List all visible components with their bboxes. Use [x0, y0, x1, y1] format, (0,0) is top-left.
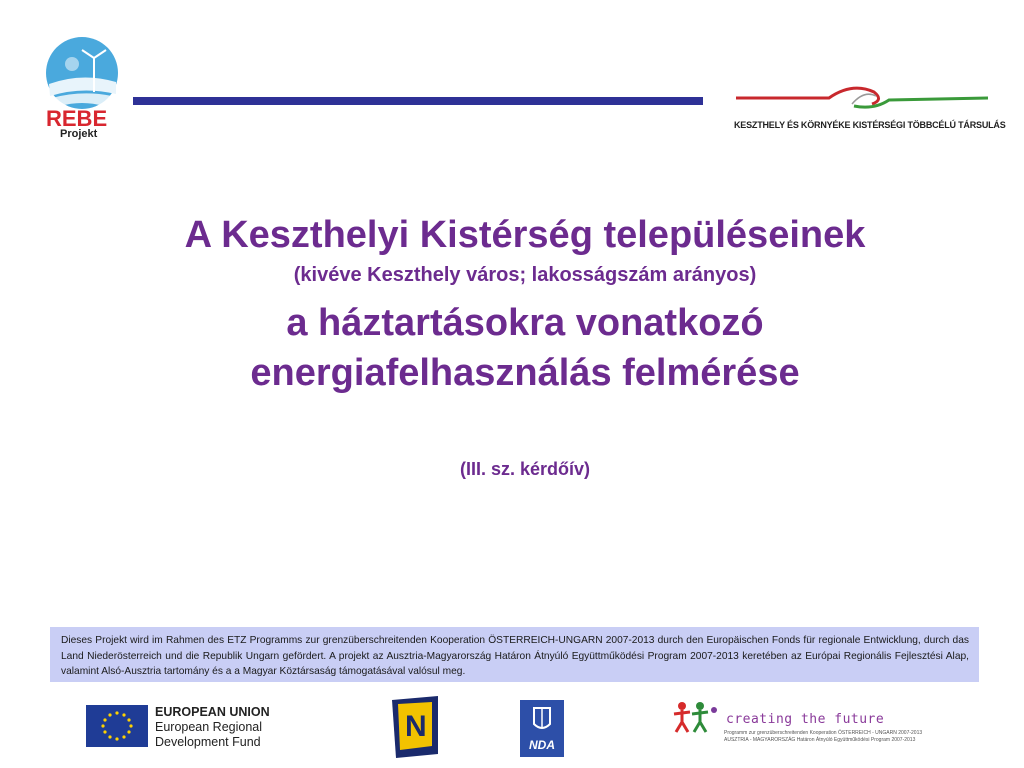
title-line-4: energiafelhasználás felmérése: [250, 352, 800, 394]
niederoesterreich-logo: [388, 696, 442, 758]
nda-logo-text: NDA: [529, 738, 555, 752]
creating-the-future-subtext: [724, 730, 922, 744]
rebe-logo-text: REBE: [46, 106, 108, 131]
eu-line-3: Development Fund: [155, 735, 261, 749]
eu-flag-icon: [86, 705, 148, 747]
ctf-sub-line-2: AUSZTRIA - MAGYARORSZÁG Határon Átnyúló Együttműködési Program 2007-2013: [724, 737, 916, 743]
eu-logo-text: [155, 705, 270, 750]
funding-info-box: Dieses Projekt wird im Rahmen des ETZ Programms zur grenzüberschreitenden Kooperation ÖSTERREICH-UNGARN 2007-2013 durch den Europäischen Fonds für regionale Entwicklung, durch das Land Niederösterreich und die Republik Ungarn gefördert. A projekt az Ausztria-Magyarország Határon Átnyúló Együttműködési Program 2007-2013 keretében az Európai Regionális Fejlesztési Alap, valamint Alsó-Ausztria tartomány és a a Magyar Köztársaság támogatásával valósul meg.: [50, 627, 979, 682]
rebe-logo-subtitle: Projekt: [60, 128, 98, 140]
keszthely-logo: [734, 80, 990, 120]
title-line-5: (III. sz. kérdőív): [459, 459, 591, 479]
title-line-1: A Keszthelyi Kistérség településeinek: [184, 214, 866, 256]
ctf-sub-line-1: Programm zur grenzüberschreitenden Kooperation ÖSTERREICH - UNGARN 2007-2013: [724, 730, 923, 736]
eu-line-2: European Regional: [155, 720, 263, 734]
header-rule: [133, 97, 703, 105]
noe-logo-letter: N: [405, 710, 427, 743]
creating-the-future-icon: [672, 700, 722, 736]
title-line-3: a háztartásokra vonatkozó: [286, 302, 764, 344]
title-line-2: (kivéve Keszthely város; lakosságszám arányos): [293, 264, 757, 286]
creating-the-future-text: creating the future: [726, 712, 885, 727]
eu-line-1: EUROPEAN UNION: [155, 705, 270, 719]
keszthely-logo-caption: KESZTHELY ÉS KÖRNYÉKE KISTÉRSÉGI TÖBBCÉLÚ TÁRSULÁS: [734, 120, 1006, 130]
